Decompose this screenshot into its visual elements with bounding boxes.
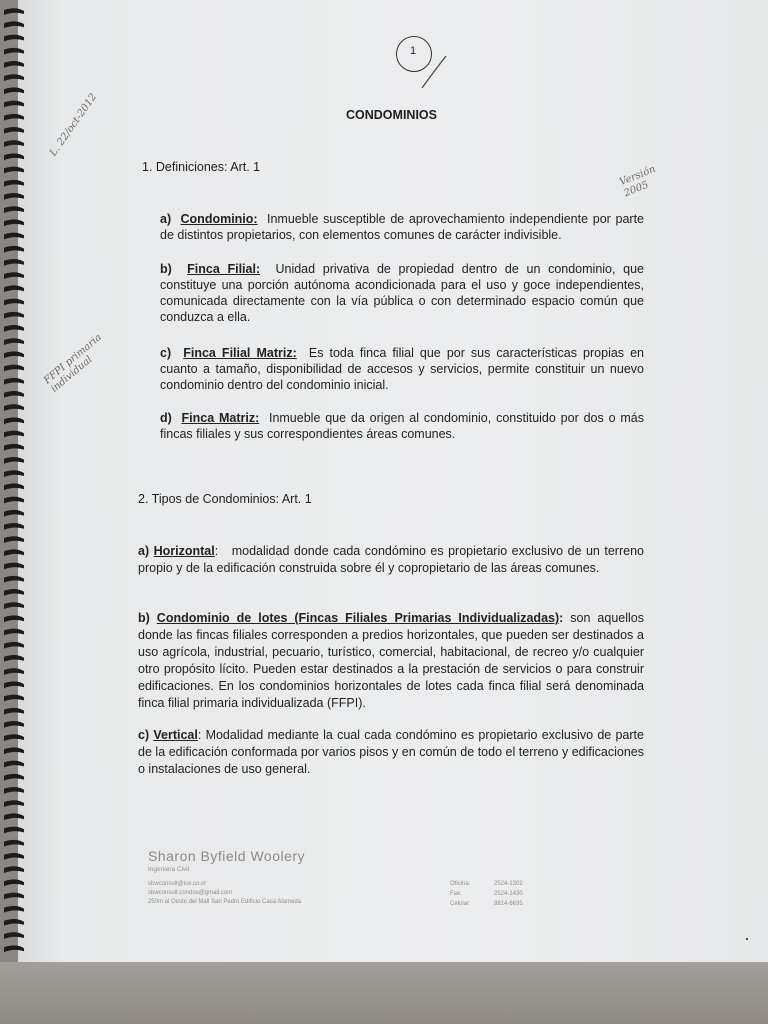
paper-page bbox=[18, 0, 768, 962]
spiral-coil bbox=[4, 365, 24, 372]
spiral-coil bbox=[4, 853, 24, 860]
spiral-coil bbox=[4, 338, 24, 345]
spiral-coil bbox=[4, 932, 24, 939]
spiral-coil bbox=[4, 695, 24, 702]
spiral-coil bbox=[4, 549, 24, 556]
spiral-coil bbox=[4, 629, 24, 636]
footer-role: Ingeniera Civil bbox=[148, 866, 190, 873]
term-label: Finca Matriz: bbox=[181, 411, 260, 425]
spiral-coil bbox=[4, 879, 24, 886]
tipo-horizontal bbox=[138, 543, 644, 577]
spiral-coil bbox=[4, 140, 24, 147]
spiral-coil bbox=[4, 219, 24, 226]
spiral-coil bbox=[4, 893, 24, 900]
definition-finca-matriz bbox=[160, 410, 644, 442]
spiral-coil bbox=[4, 563, 24, 570]
definition-text: Inmueble que da origen al condominio, constituido por dos o más fincas filiales y sus correspondientes áreas comunes. bbox=[160, 411, 644, 441]
definition-finca-filial bbox=[160, 261, 644, 325]
spiral-coil bbox=[4, 800, 24, 807]
spiral-coil bbox=[4, 153, 24, 160]
footer-email-2: sbwconsult.condos@gmail.com bbox=[148, 890, 233, 896]
spiral-coil bbox=[4, 642, 24, 649]
spiral-binding bbox=[0, 0, 28, 962]
item-marker: a) bbox=[160, 212, 172, 226]
spiral-coil bbox=[4, 312, 24, 319]
spiral-coil bbox=[4, 35, 24, 42]
spiral-coil bbox=[4, 61, 24, 68]
spiral-coil bbox=[4, 510, 24, 517]
spiral-coil bbox=[4, 127, 24, 134]
footer-fax-label: Fax: bbox=[450, 891, 462, 897]
spiral-coil bbox=[4, 325, 24, 332]
spiral-coil bbox=[4, 431, 24, 438]
section-1-heading: 1. Definiciones: Art. 1 bbox=[142, 160, 261, 174]
footer-mobile-value: 8814-6635 bbox=[494, 901, 523, 907]
spiral-coil bbox=[4, 602, 24, 609]
footer-email: sbwconsult@ice.co.cr bbox=[148, 881, 207, 887]
term-separator: : bbox=[197, 728, 202, 742]
definition-text: Inmueble susceptible de aprovechamiento independiente por parte de distintos propietarios, con elementos comunes de carácter indivisible. bbox=[160, 212, 644, 242]
definition-text: modalidad donde cada condómino es propietario exclusivo de un terreno propio y de la edificación construida sobre él y copropietario de las áreas comunes. bbox=[138, 544, 644, 575]
speck bbox=[746, 938, 748, 940]
spiral-coil bbox=[4, 536, 24, 543]
spiral-coil bbox=[4, 8, 24, 15]
spiral-coil bbox=[4, 840, 24, 847]
spiral-coil bbox=[4, 668, 24, 675]
spiral-coil bbox=[4, 708, 24, 715]
spiral-coil bbox=[4, 180, 24, 187]
term-separator: : bbox=[214, 544, 219, 558]
term-label: Finca Filial Matriz: bbox=[183, 346, 297, 360]
spiral-coil bbox=[4, 589, 24, 596]
spiral-coil bbox=[4, 734, 24, 741]
spiral-coil bbox=[4, 787, 24, 794]
handwritten-side-note: FFPI primaria individual bbox=[42, 332, 104, 395]
term-label: Condominio: bbox=[180, 212, 258, 226]
spiral-coil bbox=[4, 827, 24, 834]
spiral-coil bbox=[4, 21, 24, 28]
spiral-coil bbox=[4, 206, 24, 213]
spiral-coil bbox=[4, 774, 24, 781]
spiral-coil bbox=[4, 259, 24, 266]
spiral-coil bbox=[4, 444, 24, 451]
footer-address: 250m al Oeste del Mall San Pedro Edificio Casa Alameda bbox=[148, 899, 302, 905]
definition-text: Unidad privativa de propiedad dentro de un condominio, que constituye una porción autónoma acondicionada para el uso y goce independientes, comunicada directamente con la vía pública o con determinado espacio común que conduzca a ella. bbox=[160, 262, 644, 324]
spiral-coil bbox=[4, 523, 24, 530]
section-2-heading: 2. Tipos de Condominios: Art. 1 bbox=[138, 492, 312, 506]
footer-name: Sharon Byfield Woolery bbox=[148, 848, 306, 864]
spiral-coil bbox=[4, 761, 24, 768]
spiral-coil bbox=[4, 866, 24, 873]
spiral-coil bbox=[4, 193, 24, 200]
spiral-coil bbox=[4, 272, 24, 279]
spiral-coil bbox=[4, 167, 24, 174]
spiral-coil bbox=[4, 721, 24, 728]
spiral-coil bbox=[4, 233, 24, 240]
tipo-condominio-de-lotes bbox=[138, 610, 644, 712]
spiral-coil bbox=[4, 919, 24, 926]
spiral-coil bbox=[4, 391, 24, 398]
background-surface bbox=[0, 962, 768, 1024]
handwritten-corner-note: Versión 2005 bbox=[618, 163, 658, 200]
term-label: Horizontal bbox=[153, 544, 215, 558]
footer-fax-value: 2524-1430 bbox=[494, 891, 523, 897]
item-marker: b) bbox=[138, 611, 150, 625]
spiral-coil bbox=[4, 655, 24, 662]
spiral-coil bbox=[4, 483, 24, 490]
item-marker: d) bbox=[160, 411, 172, 425]
item-marker: b) bbox=[160, 262, 172, 276]
spiral-coil bbox=[4, 48, 24, 55]
definition-text: Modalidad mediante la cual cada condómino es propietario exclusivo de parte de la edificación conformada por varios pisos y en común de todo el terreno y edificaciones o instalaciones de uso general. bbox=[138, 728, 644, 776]
spiral-coil bbox=[4, 906, 24, 913]
spiral-coil bbox=[4, 404, 24, 411]
spiral-coil bbox=[4, 378, 24, 385]
spiral-coil bbox=[4, 576, 24, 583]
spiral-coil bbox=[4, 497, 24, 504]
spiral-coil bbox=[4, 351, 24, 358]
spiral-coil bbox=[4, 74, 24, 81]
spiral-coil bbox=[4, 246, 24, 253]
footer-mobile-label: Celular: bbox=[450, 901, 471, 907]
check-mark-icon bbox=[420, 52, 450, 92]
spiral-coil bbox=[4, 681, 24, 688]
tipo-vertical bbox=[138, 727, 644, 778]
definition-condominio bbox=[160, 211, 644, 243]
spiral-coil bbox=[4, 101, 24, 108]
spiral-coil bbox=[4, 615, 24, 622]
term-separator: : bbox=[559, 611, 564, 625]
definition-text: Es toda finca filial que por sus características propias en cuanto a tamaño, disponibilidad de accesos y servicios, permite constituir un nuevo condominio dentro del condominio inicial. bbox=[160, 346, 645, 392]
term-label: Vertical bbox=[153, 728, 198, 742]
spiral-coil bbox=[4, 114, 24, 121]
item-marker: c) bbox=[138, 728, 150, 742]
document-title: CONDOMINIOS bbox=[346, 108, 437, 122]
term-label: Condominio de lotes (Fincas Filiales Primarias Individualizadas) bbox=[156, 611, 560, 625]
spiral-coil bbox=[4, 285, 24, 292]
definition-text: son aquellos donde las fincas filiales corresponden a predios horizontales, que pueden ser destinados a uso agrícola, industrial, pecuario, turístico, comercial, habitacional, de recreo y/o cualquier otro propósito lícito. Pueden estar destinados a la prestación de servicios o para construir edificaciones. En los condominios horizontales de lotes cada finca filial será denominada finca filial primaria individualizada (FFPI). bbox=[138, 611, 644, 710]
spiral-coil bbox=[4, 813, 24, 820]
handwritten-date-note: L. 22/oct-2012 bbox=[48, 91, 100, 159]
spiral-coil bbox=[4, 417, 24, 424]
footer-office-value: 2524-1302 bbox=[494, 881, 523, 887]
footer-office-label: Oficina: bbox=[450, 881, 471, 887]
spiral-coil bbox=[4, 747, 24, 754]
page-number: 1 bbox=[409, 45, 417, 57]
definition-finca-filial-matriz bbox=[160, 345, 644, 393]
item-marker: c) bbox=[160, 346, 172, 360]
item-marker: a) bbox=[138, 544, 150, 558]
spiral-coil bbox=[4, 87, 24, 94]
term-label: Finca Filial: bbox=[187, 262, 261, 276]
spiral-coil bbox=[4, 299, 24, 306]
spiral-coil bbox=[4, 470, 24, 477]
spiral-coil bbox=[4, 457, 24, 464]
spiral-coil bbox=[4, 945, 24, 952]
